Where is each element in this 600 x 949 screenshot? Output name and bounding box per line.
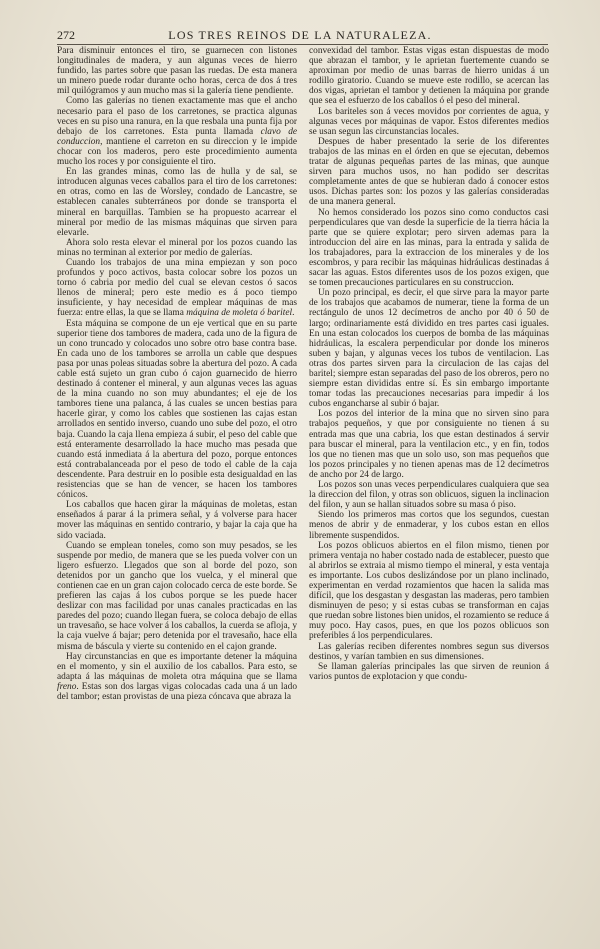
paragraph: Esta máquina se compone de un eje vertical que en su parte superior tiene dos tambores de madera, cada uno de la figura de un cono truncado y colocados uno sobre otro base contra base. En cada uno de los tambores se arrolla un cable que despues pasa por unas poleas situadas sobre la abertura del pozo. A cada cable está sujeto un gran cubo ó cajon guarnecido de hierro destinado á contener el mineral, y aun algunas veces las aguas de la mina cuando no son muy abundantes; el eje de los tambores tiene una palanca, á las cuales se uncen bestias para hacerle girar, y como los cables que sostienen las cajas estan arrollados en sentido inverso, cuando uno sube del pozo, el otro baja. Cuando la caja llena empieza á subir, el peso del cable que está enteramente desarrollado la hace mucho mas pesada que cuando está inmediata á la abertura del pozo, porque entonces está contrabalanceada por el peso de todo el cable de la caja descendente. Para destruir en lo posible esta desigualdad en las resistencias que se han de vencer, se hacen los tambores cónicos. bbox=[57, 318, 297, 501]
paragraph: Se llaman galerías principales las que sirven de reunion á varios puntos de explotacion y que condu- bbox=[309, 661, 549, 682]
paragraph: Los caballos que hacen girar la máquinas de moletas, estan enseñados á parar á la primera señal, y á volverse para hacer mover las máquinas en sentido contrario, y bajar la caja que ha sido vaciada. bbox=[57, 500, 297, 541]
header-rule bbox=[57, 44, 548, 45]
paragraph: Cuando se emplean toneles, como son muy pesados, se les suspende por medio, de manera que se les pueda volver con un ligero esfuerzo. Llegados que son al borde del pozo, son detenidos por un gancho que los vuelca, y el mineral que contienen cae en un gran cajon colocado cerca de este borde. Se prefieren las cajas á los cubos porque se les puede hacer deslizar con mas facilidad por unas canales practicadas en las paredes del pozo; cuando llegan fuera, se coloca debajo de ellas un travesaño, se hace volver á los caballos, la cuerda se afloja, y la caja vuelve á bajar; pero detenida por el travesaño, hace ella misma de báscula y vierte su contenido en el cajon grande. bbox=[57, 540, 297, 652]
paragraph: Como las galerías no tienen exactamente mas que el ancho necesario para el paso de los carretones, se practica algunas veces en su piso una ranura, en la que resbala una punta fija por debajo de los carretones. Esta punta llamada clavo de conduccion, mantiene el carreton en su direccion y le impide chocar con los maderos, pero este procedimiento aumenta mucho los roces y por consiguiente el tiro. bbox=[57, 96, 297, 168]
paragraph: Un pozo principal, es decir, el que sirve para la mayor parte de los trabajos que acabamos de numerar, tiene la forma de un rectángulo de unos 12 decímetros de ancho por 40 ó 50 de largo; ordinariamente está dividido en tres partes casi iguales. En una estan colocados los cuerpos de bomba de las máquinas hidráulicas, la escalera perpendicular por donde los mineros suben y bajan, y algunas veces los tubos de ventilacion. Las otras dos partes sirven para la circulacion de las cajas del baritel; siempre estan separadas del paso de los obreros, pero no siempre estan divididas entre sí. Es sin embargo importante tomar todas las precauciones necesarias para impedir á los cubos engancharse al subir ó bajar. bbox=[309, 288, 549, 410]
right-column bbox=[309, 46, 549, 924]
paragraph: Las galerías reciben diferentes nombres segun sus diversos destinos, y varían tambien en sus dimensiones. bbox=[309, 641, 549, 662]
paragraph: Ahora solo resta elevar el mineral por los pozos cuando las minas no terminan al exterior por medio de galerías. bbox=[57, 237, 297, 258]
paragraph: Hay circunstancias en que es importante detener la máquina en el momento, y sin el auxilio de los caballos. Para esto, se adapta á las máquinas de moleta otra máquina que se llama freno. Estas son dos largas vigas colocadas cada una á un lado del tambor; estan provistas de una pieza cóncava que abraza la bbox=[57, 651, 297, 702]
paragraph: En las grandes minas, como las de hulla y de sal, se introducen algunas veces caballos para el tiro de los carretones: en otras, como en las de Worsley, condado de Lancastre, se establecen canales subterráneos por donde se transporta el mineral en barquillas. Tambien se ha propuesto acarrear el mineral por medio de las mismas máquinas que sirven para elevarle. bbox=[57, 167, 297, 238]
paragraph: Los pozos oblicuos abiertos en el filon mismo, tienen por primera ventaja no haber costado nada de establecer, puesto que al abrirlos se extraia al mismo tiempo el mineral, y esta ventaja es importante. Los cubos deslizándose por un plano inclinado, experimentan en verdad rozamientos que hacen la salida mas difícil, que los desgastan y desgastan las maderas, pero tambien disminuyen de peso; y si estas cubas se transforman en cajas que ruedan sobre listones bien unidos, el rozamiento se reduce á muy poco. Hay casos, pues, en que los pozos oblicuos son preferibles á los perpendiculares. bbox=[309, 540, 549, 642]
paragraph: Para disminuir entonces el tiro, se guarnecen con listones longitudinales de madera, y aun algunas veces de hierro fundido, las partes sobre que pasan las ruedas. De esta manera un minero puede rodar durante ocho horas, cerca de dos á tres mil quilógramos y aun mucho mas si la galería tiene pendiente. bbox=[57, 46, 297, 97]
paragraph: Siendo los primeros mas cortos que los segundos, cuestan menos de abrir y de enmaderar, y los cubos estan en ellos libremente suspendidos. bbox=[309, 510, 549, 541]
paragraph: Cuando los trabajos de una mina empiezan y son poco profundos y poco activos, basta colocar sobre los pozos un torno ó cabria por medio del cual se elevan cestos ó sacos llenos de mineral; pero este medio es á poco tiempo insuficiente, y hay necesidad de emplear máquinas de mas fuerza: entre ellas, la que se llama máquina de moleta ó baritel. bbox=[57, 257, 297, 319]
page-number: 272 bbox=[57, 28, 75, 42]
left-column bbox=[57, 46, 297, 924]
paragraph: Los pozos son unas veces perpendiculares cualquiera que sea la direccion del filon, y otras son oblicuos, siguen la inclinacion del filon, y aun se hallan situados sobre su masa ó piso. bbox=[309, 480, 549, 511]
paragraph: No hemos considerado los pozos sino como conductos casi perpendiculares que van desde la superficie de la tierra hácia la parte que se quiere explotar; pero sirven ademas para la introduccion del aire en las minas, para la entrada y salida de los trabajadores, para la extraccion de los minerales y de los escombros, y para recibir las máquinas hidráulicas destinadas á sacar las aguas. Estos diferentes usos de los pozos exigen, que se tomen precauciones particulares en su construccion. bbox=[309, 207, 549, 289]
paragraph: Los bariteles son á veces movidos por corrientes de agua, y algunas veces por máquinas de vapor. Estos diferentes medios se usan segun las circunstancias locales. bbox=[309, 106, 549, 137]
paragraph: Despues de haber presentado la serie de los diferentes trabajos de las minas en el órden en que se ejecutan, debemos tratar de algunas pequeñas partes de las minas, que aunque sirven para muchos usos, no han podido ser descritas completamente antes de que se hubieran dado á conocer estos usos. Dichas partes son: los pozos y las galerías consideradas de una manera general. bbox=[309, 136, 549, 208]
running-title: LOS TRES REINOS DE LA NATURALEZA. bbox=[168, 28, 432, 42]
paragraph: Los pozos del interior de la mina que no sirven sino para trabajos pequeños, y que por consiguiente no tienen á su entrada mas que una cabria, los que estan destinados á servir para buscar el mineral, para la ventilacion etc., y en fin, todos los que no tienen mas que un solo uso, son mas pequeños que los pozos principales y no tienen apenas mas de 12 decímetros de ancho por 24 de largo. bbox=[309, 409, 549, 480]
paragraph: convexidad del tambor. Estas vigas estan dispuestas de modo que abrazan el tambor, y le aprietan fuertemente cuando se aproximan por medio de unas barras de hierro unidas á un rodillo giratorio. Cuando se mueve este rodillo, se acercan las dos vigas, aprietan el tambor y detienen la máquina por grande que sea el esfuerzo de los caballos ó el peso del mineral. bbox=[309, 46, 549, 107]
